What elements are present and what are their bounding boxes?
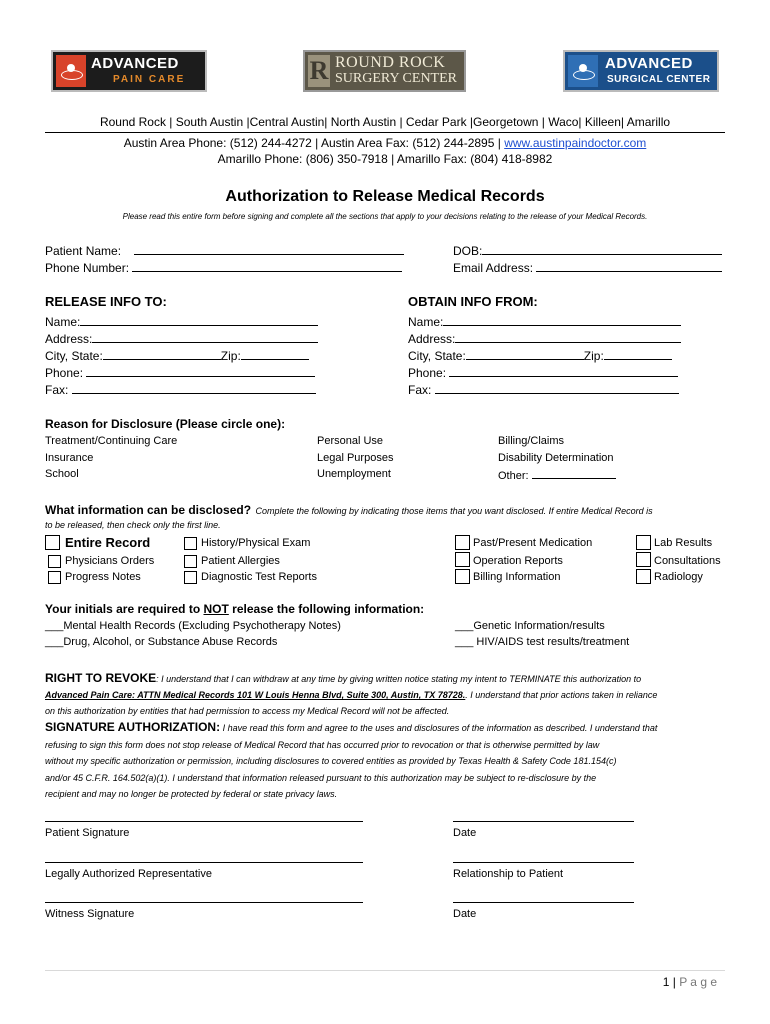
footer-divider (45, 970, 725, 971)
release-zip-label: Zip: (220, 349, 241, 363)
consultations-checkbox[interactable] (636, 552, 651, 567)
history-physical-label: History/Physical Exam (201, 537, 311, 549)
legal-rep-label: Legally Authorized Representative (45, 868, 212, 880)
release-phone-field[interactable] (45, 364, 315, 380)
release-zip-line[interactable] (241, 347, 309, 360)
sig-auth-label: SIGNATURE AUTHORIZATION: (45, 720, 221, 734)
rr-initial-icon: R (309, 56, 329, 85)
release-phone-line[interactable] (86, 364, 315, 377)
pain-care-emblem-icon (56, 55, 86, 87)
reason-option[interactable]: Billing/Claims (498, 435, 565, 447)
reason-option[interactable]: Insurance (45, 452, 94, 464)
page-label: P a g e (679, 975, 717, 989)
page-footer: 1 | P a g e (662, 975, 717, 989)
reason-option[interactable]: Unemployment (317, 468, 391, 480)
genetic-initials[interactable]: ___Genetic Information/results (455, 620, 605, 632)
round-rock-surgery-center-logo (303, 50, 466, 92)
lab-results-label: Lab Results (654, 537, 713, 549)
disclose-instruction: Complete the following by indicating those items that you want disclosed. If entire Medical Record is (255, 506, 653, 516)
obtain-phone-field[interactable] (408, 364, 678, 380)
obtain-city-line[interactable] (466, 347, 584, 360)
date2-label: Date (453, 908, 477, 920)
obtain-fax-line[interactable] (435, 381, 679, 394)
disclose-heading: What information can be disclosed? (45, 503, 252, 517)
rr-logo-line2: SURGERY CENTER (335, 71, 457, 86)
phone-number-line[interactable] (132, 259, 402, 272)
disclose-instruction-2: to be released, then check only the first line. (45, 520, 221, 530)
relationship-label: Relationship to Patient (453, 868, 564, 880)
patient-allergies-label: Patient Allergies (201, 555, 280, 567)
initials-heading-post: release the following information: (228, 602, 425, 616)
revoke-line2 (45, 687, 725, 704)
drug-alcohol-initials[interactable]: ___Drug, Alcohol, or Substance Abuse Records (45, 636, 278, 648)
asc-logo-line1: ADVANCED (605, 55, 693, 72)
release-to-heading: RELEASE INFO TO: (45, 294, 167, 309)
entire-record-checkbox[interactable] (45, 535, 60, 550)
form-instructions: Please read this entire form before signing and complete all the sections that apply to your decisions relating to the release of your Medical Records. (122, 212, 648, 221)
hiv-initials[interactable]: ___ HIV/AIDS test results/treatment (455, 636, 630, 648)
page-number: 1 (662, 975, 670, 989)
phone-number-field[interactable] (45, 259, 402, 275)
website-link[interactable]: www.austinpaindoctor.com (504, 136, 647, 150)
radiology-label: Radiology (654, 571, 703, 583)
progress-notes-label: Progress Notes (65, 571, 141, 583)
release-fax-label: Fax: (45, 383, 69, 397)
obtain-zip-line[interactable] (604, 347, 672, 360)
patient-signature-label: Patient Signature (45, 827, 130, 839)
witness-signature-line[interactable] (45, 902, 363, 903)
obtain-zip-label: Zip: (583, 349, 604, 363)
patient-allergies-checkbox[interactable] (184, 555, 197, 568)
radiology-checkbox[interactable] (636, 569, 651, 584)
email-line[interactable] (536, 259, 722, 272)
apc-logo-line1: ADVANCED (91, 55, 179, 72)
obtain-phone-label: Phone: (408, 366, 447, 380)
release-name-label: Name: (45, 315, 81, 329)
date1-label: Date (453, 827, 477, 839)
email-label: Email Address: (453, 261, 534, 275)
form-title: Authorization to Release Medical Records (225, 188, 545, 205)
obtain-name-line[interactable] (443, 313, 681, 326)
release-address-label: Address: (45, 332, 93, 346)
history-physical-checkbox[interactable] (184, 537, 197, 550)
physicians-orders-label: Physicians Orders (65, 555, 155, 567)
austin-contact (0, 136, 770, 150)
advanced-pain-care-logo (51, 50, 207, 92)
patient-name-field[interactable] (45, 242, 404, 258)
reason-option[interactable]: Personal Use (317, 435, 384, 447)
reason-other-field[interactable] (498, 468, 616, 482)
diagnostic-reports-checkbox[interactable] (184, 571, 197, 584)
revoke-address: Advanced Pain Care: ATTN Medical Records 101 W Louis Henna Blvd, Suite 300, Austin, TX 78728. (45, 690, 466, 700)
header-divider (45, 132, 725, 133)
past-present-med-checkbox[interactable] (455, 535, 470, 550)
obtain-name-field[interactable] (408, 313, 681, 329)
legal-rep-line[interactable] (45, 862, 363, 863)
obtain-phone-line[interactable] (449, 364, 678, 377)
witness-signature-label: Witness Signature (45, 908, 135, 920)
email-field[interactable] (453, 259, 722, 275)
date1-line[interactable] (453, 821, 634, 822)
obtain-fax-label: Fax: (408, 383, 432, 397)
obtain-city-field[interactable] (408, 347, 672, 363)
revoke-line1 (45, 670, 725, 688)
patient-name-line[interactable] (134, 242, 404, 255)
billing-info-label: Billing Information (473, 571, 561, 583)
obtain-from-heading: OBTAIN INFO FROM: (408, 294, 538, 309)
sig-auth-line5: recipient and may no longer be protected by federal or state privacy laws. (45, 789, 338, 799)
obtain-address-line[interactable] (455, 330, 681, 343)
release-city-label: City, State: (45, 349, 103, 363)
apc-logo-line2: PAIN CARE (113, 74, 186, 85)
dob-line[interactable] (482, 242, 722, 255)
obtain-city-label: City, State: (408, 349, 466, 363)
release-phone-label: Phone: (45, 366, 84, 380)
locations-list: Round Rock | South Austin |Central Austin| North Austin | Cedar Park |Georgetown | Waco| Killeen| Amarillo (99, 115, 671, 129)
reason-option[interactable]: Legal Purposes (317, 452, 394, 464)
amarillo-contact: Amarillo Phone: (806) 350-7918 | Amarillo Fax: (804) 418-8982 (217, 152, 553, 166)
patient-name-label: Patient Name: (45, 244, 122, 258)
release-city-line[interactable] (103, 347, 221, 360)
phone-number-label: Phone Number: (45, 261, 130, 275)
billing-info-checkbox[interactable] (455, 569, 470, 584)
reason-option[interactable]: School (45, 468, 79, 480)
reason-option[interactable]: Treatment/Continuing Care (45, 435, 178, 447)
initials-heading (45, 602, 424, 616)
disclose-heading-row (45, 501, 653, 519)
relationship-line[interactable] (453, 862, 634, 863)
patient-signature-line[interactable] (45, 821, 363, 822)
lab-results-checkbox[interactable] (636, 535, 651, 550)
physicians-orders-checkbox[interactable] (48, 555, 61, 568)
obtain-fax-field[interactable] (408, 381, 679, 397)
sig-auth-line2: refusing to sign this form does not stop release of Medical Record that has occurred prior to revocation or that is otherwise permitted by law (45, 740, 600, 750)
mental-health-initials[interactable]: ___Mental Health Records (Excluding Psychotherapy Notes) (45, 620, 341, 632)
release-name-field[interactable] (45, 313, 318, 329)
date2-line[interactable] (453, 902, 634, 903)
revoke-text2: . I understand that prior actions taken in reliance (465, 690, 658, 700)
revoke-line3: on this authorization by entities that had permission to access my Medical Record will not be affected. (45, 706, 450, 716)
release-city-field[interactable] (45, 347, 309, 363)
obtain-address-field[interactable] (408, 330, 681, 346)
sig-auth-line1 (45, 719, 725, 737)
release-fax-line[interactable] (72, 381, 316, 394)
reason-other-line[interactable] (532, 468, 616, 479)
release-address-field[interactable] (45, 330, 318, 346)
sig-auth-text1: I have read this form and agree to the uses and disclosures of the information as described. I understand that (222, 723, 658, 733)
revoke-label: RIGHT TO REVOKE (45, 671, 157, 685)
initials-heading-pre: Your initials are required to (45, 602, 204, 616)
consultations-label: Consultations (654, 555, 721, 567)
rr-logo-line1: ROUND ROCK (335, 54, 446, 71)
sig-auth-line4: and/or 45 C.F.R. 164.502(a)(1). I understand that information released pursuant to this authorization may be subject to re-disclosure by the (45, 773, 597, 783)
progress-notes-checkbox[interactable] (48, 571, 61, 584)
release-address-line[interactable] (92, 330, 318, 343)
advanced-surgical-center-logo (563, 50, 719, 92)
obtain-address-label: Address: (408, 332, 456, 346)
initials-heading-not: NOT (203, 602, 229, 616)
obtain-name-label: Name: (408, 315, 444, 329)
diagnostic-reports-label: Diagnostic Test Reports (201, 571, 317, 583)
entire-record-label: Entire Record (65, 535, 151, 550)
operation-reports-checkbox[interactable] (455, 552, 470, 567)
dob-label: DOB: (453, 244, 483, 258)
dob-field[interactable] (453, 242, 722, 258)
past-present-med-label: Past/Present Medication (473, 537, 593, 549)
operation-reports-label: Operation Reports (473, 555, 563, 567)
release-name-line[interactable] (80, 313, 318, 326)
surgical-center-emblem-icon (568, 55, 598, 87)
austin-contact-text: Austin Area Phone: (512) 244-4272 | Austin Area Fax: (512) 244-2895 | (123, 136, 501, 150)
sig-auth-line3: without my specific authorization or permission, including disclosures to covered entities as provided by Texas Health & Safety Code 181.154(c) (45, 756, 617, 766)
reason-heading: Reason for Disclosure (Please circle one): (45, 417, 286, 431)
reason-other-label: Other: (498, 470, 529, 482)
reason-option[interactable]: Disability Determination (498, 452, 614, 464)
revoke-text1: : I understand that I can withdraw at any time by giving written notice stating my intent to TERMINATE this authorization to (156, 674, 642, 684)
asc-logo-line2: SURGICAL CENTER (607, 74, 711, 85)
release-fax-field[interactable] (45, 381, 316, 397)
